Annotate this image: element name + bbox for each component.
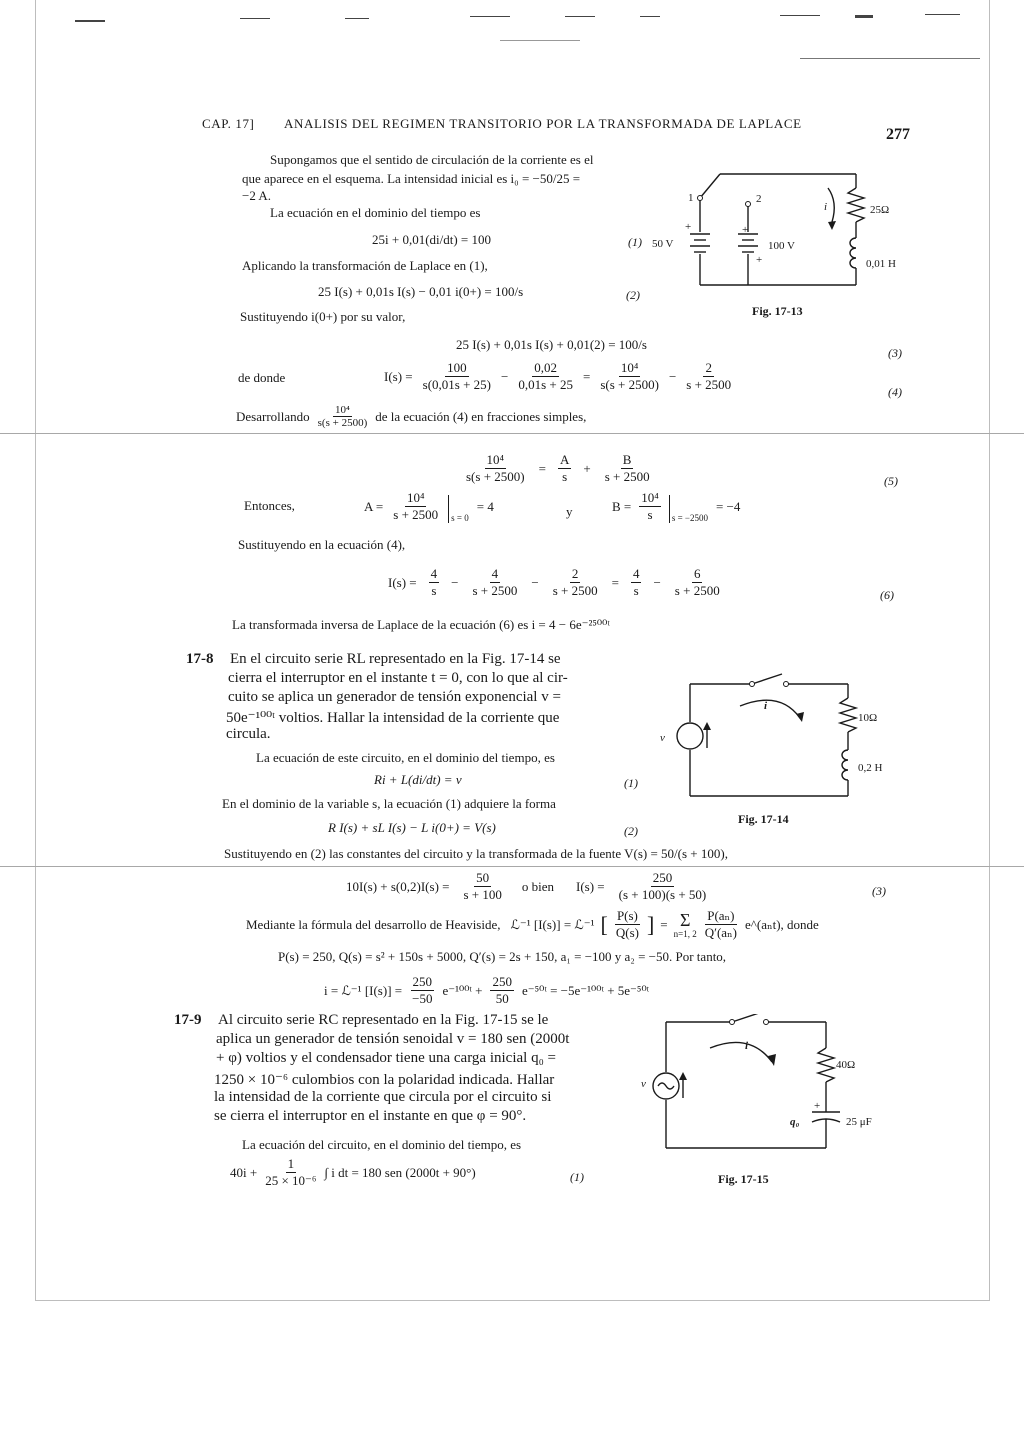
fig13-source1-label: 50 V	[652, 238, 674, 250]
paragraph-line: En el dominio de la variable s, la ecuación (1) adquiere la forma	[222, 796, 556, 811]
paragraph-line: Sustituyendo i(0+) por su valor,	[240, 309, 406, 324]
fraction	[316, 404, 370, 429]
denominator: −50	[412, 991, 433, 1006]
circuit-fig-17-15	[640, 1014, 880, 1164]
fig13-source2-label: 100 V	[768, 240, 795, 252]
equation-number: (2)	[626, 288, 640, 302]
text: Desarrollando	[236, 408, 310, 424]
numerator: 6	[693, 566, 701, 581]
eq-lhs: I(s) =	[388, 574, 417, 590]
fraction	[391, 490, 440, 523]
fig13-plus-label: +	[756, 254, 763, 266]
equation-number: (1)	[570, 1170, 584, 1184]
fraction	[703, 908, 739, 941]
fig15-resistor-label: 40Ω	[836, 1059, 856, 1071]
scan-seam	[0, 866, 1024, 867]
problem-line: aplica un generador de tensión senoidal v = 180 sen (2000t	[216, 1031, 570, 1047]
denominator: s	[431, 583, 437, 598]
paragraph-line: −2 A.	[242, 188, 272, 203]
page-number: 277	[886, 126, 910, 143]
fig13-plus-label: +	[685, 221, 692, 233]
text: Mediante la fórmula del desarrollo de Heaviside,	[246, 916, 501, 932]
fraction	[421, 360, 493, 393]
scan-seam	[0, 433, 1024, 434]
fraction	[410, 974, 434, 1007]
equation-B	[612, 490, 740, 523]
numerator: 10⁴	[486, 452, 505, 467]
equation-2: 25 I(s) + 0,01s I(s) − 0,01 i(0+) = 100/s	[318, 284, 524, 299]
chapter-label: CAP. 17]	[202, 116, 255, 131]
fig13-plus-label: +	[742, 224, 749, 236]
numerator: 10⁴	[406, 490, 425, 505]
evaluation-bar: s = 0	[448, 495, 469, 523]
eq-lhs: i = ℒ⁻¹ [I(s)] =	[324, 982, 403, 998]
conjunction: y	[566, 504, 573, 519]
numerator: 250	[652, 870, 673, 885]
fraction	[684, 360, 733, 393]
paragraph-line: de donde	[238, 370, 286, 385]
result: = 4	[476, 498, 494, 514]
fig15-caption: Fig. 17-15	[718, 1172, 769, 1186]
fig15-plus-label: +	[814, 1100, 821, 1112]
fraction	[464, 452, 527, 485]
operator: −	[668, 368, 677, 384]
equation-A	[364, 490, 494, 523]
equation-number: (4)	[888, 385, 902, 399]
eq-lhs: B =	[612, 498, 632, 514]
problem-line: se cierra el interruptor en el instante en que φ = 90°.	[214, 1108, 527, 1124]
equation-number: (2)	[624, 824, 638, 838]
denominator: s + 2500	[393, 507, 439, 522]
problem-line: la intensidad de la corriente que circula por el circuito si	[214, 1089, 552, 1105]
sigma: Σ	[679, 909, 691, 930]
numerator: 4	[491, 566, 499, 581]
fraction	[639, 490, 661, 523]
denominator: (s + 100)(s + 50)	[618, 887, 707, 902]
fig15-charge-label: q₀	[790, 1116, 800, 1128]
result: = −4	[715, 498, 741, 514]
operator: =	[582, 368, 591, 384]
equation-p8-1: Ri + L(di/dt) = v	[374, 772, 462, 787]
text: ℒ⁻¹ [I(s)] = ℒ⁻¹	[510, 916, 595, 932]
fig13-caption: Fig. 17-13	[752, 304, 803, 318]
bracket-close: ]	[646, 911, 655, 937]
paragraph-line: Aplicando la transformación de Laplace en (1),	[242, 258, 488, 273]
sigma-sub: n=1, 2	[673, 928, 697, 939]
text: ∫ i dt = 180 sen (2000t + 90°)	[324, 1164, 476, 1180]
paragraph-line: que aparece en el esquema. La intensidad inicial es i₀ = −50/25 =	[242, 171, 581, 186]
numerator: 50	[476, 870, 490, 885]
equation-number: (3)	[888, 346, 902, 360]
fig15-source-label: v	[641, 1078, 646, 1090]
denominator: s + 2500	[686, 377, 732, 392]
denominator: s + 2500	[552, 583, 598, 598]
equation-number: (3)	[872, 884, 886, 898]
fraction	[614, 908, 641, 941]
problem-number: 17-8	[186, 651, 214, 667]
fig13-node2-label: 2	[756, 193, 762, 205]
denominator: s	[633, 583, 639, 598]
fraction	[470, 566, 519, 599]
equation-number: (6)	[880, 588, 894, 602]
paragraph-line: Sustituyendo en la ecuación (4),	[238, 537, 406, 552]
fraction	[551, 566, 600, 599]
denominator: Q(s)	[615, 925, 639, 940]
paragraph-line: Supongamos que el sentido de circulación de la corriente es el	[270, 152, 594, 167]
problem-line: Al circuito serie RC representado en la Fig. 17-15 se le	[218, 1012, 549, 1028]
heaviside-line	[246, 908, 819, 941]
denominator: s(0,01s + 25)	[422, 377, 491, 392]
fraction	[429, 566, 440, 599]
equation-5	[464, 452, 652, 485]
denominator: s + 2500	[604, 469, 650, 484]
problem-line: + φ) voltios y el condensador tiene una carga inicial q₀ =	[216, 1050, 557, 1066]
equation-number: (1)	[624, 776, 638, 790]
equation-4	[384, 360, 733, 393]
denominator: s + 100	[463, 887, 502, 902]
problem-line: cierra el interruptor en el instante t = 0, con lo que al cir-	[228, 670, 568, 686]
fig13-current-label: i	[824, 201, 828, 213]
fig14-source-label: v	[660, 732, 665, 744]
operator: −	[531, 574, 539, 590]
eq-lhs: I(s) =	[384, 368, 413, 384]
page-title: ANALISIS DEL REGIMEN TRANSITORIO POR LA TRANSFORMADA DE LAPLACE	[284, 116, 802, 131]
paragraph-line: Entonces,	[244, 498, 295, 513]
text: de la ecuación (4) en fracciones simples,	[375, 408, 587, 424]
paragraph-line: P(s) = 250, Q(s) = s² + 150s + 5000, Q′(s) = 2s + 150, a₁ = −100 y a₂ = −50. Por tanto,	[278, 949, 727, 964]
operator: +	[583, 460, 591, 476]
equation-p8-3	[346, 870, 708, 903]
denominator: 0,01s + 25	[518, 377, 573, 392]
equation-p9-1	[230, 1156, 476, 1189]
equation-6	[388, 566, 722, 599]
operator: =	[611, 574, 619, 590]
equation-1: 25i + 0,01(di/dt) = 100	[372, 232, 492, 247]
paragraph-line: La ecuación del circuito, en el dominio del tiempo, es	[242, 1137, 522, 1152]
numerator: 250	[492, 974, 512, 989]
problem-line: 1250 × 10⁻⁶ culombios con la polaridad indicada. Hallar	[214, 1072, 555, 1088]
eq-lhs: A =	[364, 498, 384, 514]
text: e^(aₙt), donde	[745, 916, 819, 932]
paragraph-line: Sustituyendo en (2) las constantes del circuito y la transformada de la fuente V(s) = 50/(s + 100),	[224, 846, 728, 861]
numerator: 0,02	[534, 360, 558, 375]
eq-lhs: 10I(s) + s(0,2)I(s) =	[346, 878, 450, 894]
fig14-current-label: i	[764, 700, 768, 712]
problem-line: circula.	[226, 726, 271, 742]
denominator: s	[562, 469, 568, 484]
denominator: s + 2500	[472, 583, 518, 598]
text: e⁻¹⁰⁰ᵗ +	[442, 982, 483, 998]
equation-p8-4	[324, 974, 649, 1007]
eq-lhs: I(s) =	[576, 878, 605, 894]
fraction	[516, 360, 575, 393]
fig15-current-label: i	[745, 1040, 749, 1052]
fraction	[617, 870, 709, 903]
denominator: s(s + 2500)	[317, 417, 368, 429]
numerator: 100	[447, 360, 467, 375]
text: o bien	[521, 878, 555, 894]
problem-line: En el circuito serie RL representado en la Fig. 17-14 se	[230, 651, 561, 667]
numerator: 1	[287, 1156, 295, 1171]
fraction	[558, 452, 571, 485]
fig13-node1-label: 1	[688, 192, 694, 204]
bracket-open: [	[600, 911, 608, 937]
fig14-caption: Fig. 17-14	[738, 812, 789, 826]
numerator: 10⁴	[335, 404, 350, 416]
denominator: s(s + 2500)	[600, 377, 659, 392]
fraction	[673, 566, 722, 599]
numerator: 2	[705, 360, 712, 375]
operator: =	[538, 460, 546, 476]
numerator: 10⁴	[641, 490, 659, 505]
fig14-resistor-label: 10Ω	[858, 712, 878, 724]
denominator: s(s + 2500)	[466, 469, 525, 484]
numerator: 4	[632, 566, 640, 581]
text: e⁻⁵⁰ᵗ = −5e⁻¹⁰⁰ᵗ + 5e⁻⁵⁰ᵗ	[521, 982, 650, 998]
fig15-capacitor-label: 25 μF	[846, 1116, 872, 1128]
fig13-resistor-label: 25Ω	[870, 204, 890, 216]
operator: −	[451, 574, 459, 590]
numerator: A	[559, 452, 570, 467]
fraction	[631, 566, 642, 599]
numerator: P(s)	[616, 908, 638, 923]
denominator: s	[647, 507, 653, 522]
paragraph-line: La transformada inversa de Laplace de la ecuación (6) es i = 4 − 6e⁻²⁵⁰⁰ᵗ	[232, 617, 610, 632]
numerator: 10⁴	[620, 360, 639, 375]
denominator: s + 2500	[674, 583, 720, 598]
operator: −	[653, 574, 661, 590]
summation	[674, 911, 697, 939]
paragraph-line: La ecuación en el dominio del tiempo es	[270, 205, 481, 220]
problem-number: 17-9	[174, 1012, 202, 1028]
paragraph-line	[236, 404, 586, 429]
denominator: 25 × 10⁻⁶	[265, 1173, 317, 1188]
equation-number: (1)	[628, 235, 642, 249]
fraction	[263, 1156, 318, 1189]
numerator: 4	[430, 566, 438, 581]
fig13-inductor-label: 0,01 H	[866, 258, 896, 270]
numerator: 250	[412, 974, 433, 989]
denominator: Q′(aₙ)	[704, 925, 738, 940]
fraction	[603, 452, 652, 485]
fraction	[598, 360, 661, 393]
operator: −	[501, 368, 509, 384]
numerator: P(aₙ)	[707, 908, 735, 923]
equation-p8-2: R I(s) + sL I(s) − L i(0+) = V(s)	[328, 820, 496, 835]
fraction	[490, 974, 514, 1007]
equation-3: 25 I(s) + 0,01s I(s) + 0,01(2) = 100/s	[456, 337, 647, 352]
fig14-inductor-label: 0,2 H	[858, 762, 883, 774]
equation-number: (5)	[884, 474, 898, 488]
problem-line: cuito se aplica un generador de tensión exponencial v =	[228, 689, 561, 705]
paragraph-line: La ecuación de este circuito, en el dominio del tiempo, es	[256, 750, 555, 765]
text: 40i +	[230, 1164, 258, 1180]
numerator: 2	[571, 566, 579, 581]
fraction	[461, 870, 503, 903]
circuit-fig-17-14	[660, 672, 890, 812]
numerator: B	[622, 452, 632, 467]
evaluation-bar: s = −2500	[669, 495, 708, 523]
problem-line: 50e⁻¹⁰⁰ᵗ voltios. Hallar la intensidad de la corriente que	[226, 710, 560, 726]
operator: =	[660, 916, 668, 932]
denominator: 50	[495, 991, 509, 1006]
